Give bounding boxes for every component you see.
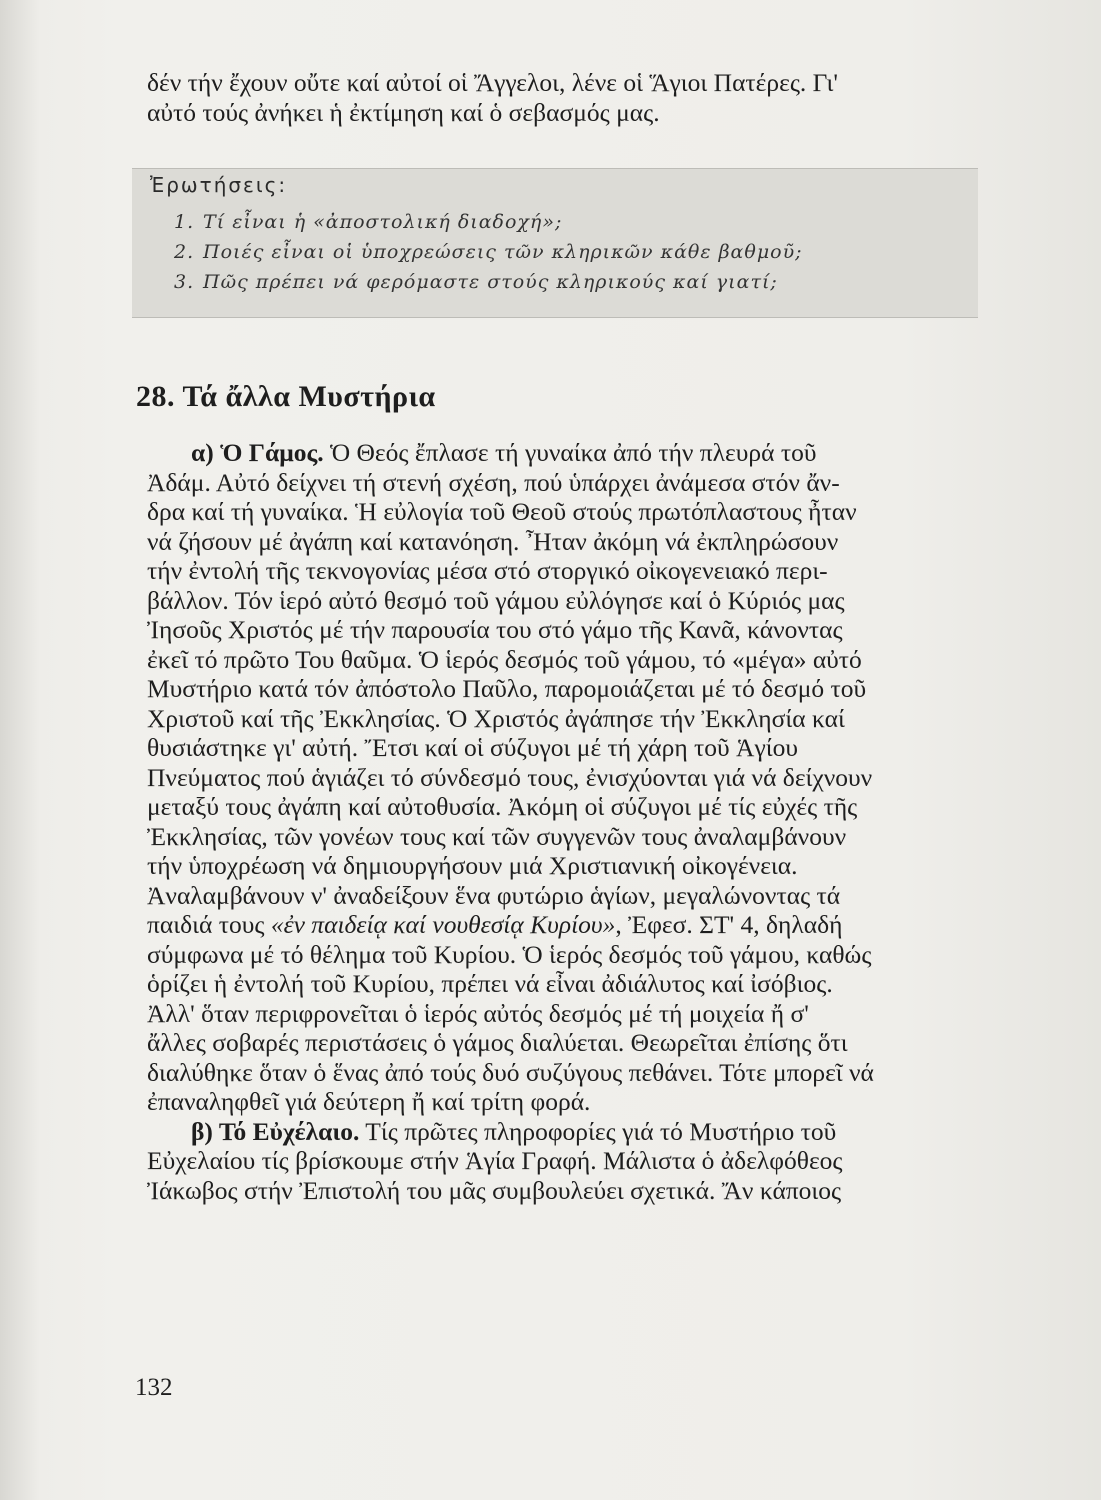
question-item	[174, 237, 803, 267]
text-line: Ἀναλαμβάνουν ν' ἀναδείξουν ἕνα φυτώριο ἁγίων, μεγαλώνοντας τά	[147, 880, 841, 910]
quote-prefix: παιδιά τους	[147, 910, 271, 939]
text-line: Ἰάκωβος στήν Ἐπιστολή του μᾶς συμβουλεύει σχετικά. Ἄν κάποιος	[147, 1175, 842, 1205]
text-line: διαλύθηκε ὅταν ὁ ἕνας ἀπό τούς δυό συζύγους πεθάνει. Τότε μπορεῖ νά	[147, 1057, 874, 1087]
paragraph-unction-first-line	[147, 1117, 977, 1147]
text-line: ἄλλες σοβαρές περιστάσεις ὁ γάμος διαλύεται. Θεωρεῖται ἐπίσης ὅτι	[147, 1028, 848, 1057]
text-line: ἐπαναληφθεῖ γιά δεύτερη ἤ καί τρίτη φορά.	[147, 1087, 591, 1116]
text-line: Πνεύματος πού ἁγιάζει τό σύνδεσμό τους, ἐνισχύονται γιά νά δείχνουν	[147, 762, 873, 792]
question-item	[174, 207, 803, 237]
text-line: Χριστοῦ καί τῆς Ἐκκλησίας. Ὁ Χριστός ἀγάπησε τήν Ἐκκλησία καί	[147, 703, 845, 733]
questions-list	[174, 207, 803, 297]
text-line: μεταξύ τους ἀγάπη καί αὐτοθυσία. Ἀκόμη οἱ σύζυγοι μέ τίς εὐχές τῆς	[147, 792, 858, 821]
questions-box	[132, 168, 978, 318]
text-line: Ἐκκλησίας, τῶν γονέων τους καί τῶν συγγενῶν τους ἀναλαμβάνουν	[147, 821, 847, 851]
intro-paragraph	[147, 68, 977, 127]
paragraph-marriage-first-line	[147, 438, 977, 468]
question-text: Ποιές εἶναι οἱ ὑποχρεώσεις τῶν κληρικῶν κάθε βαθμοῦ;	[203, 241, 803, 263]
unction-first-line-text: Τίς πρῶτες πληροφορίες γιά τό Μυστήριο τοῦ	[359, 1116, 837, 1146]
text-line: θυσιάστηκε γι' αὐτή. Ἔτσι καί οἱ σύζυγοι μέ τή χάρη τοῦ Ἁγίου	[147, 733, 798, 762]
section-body	[147, 438, 977, 1205]
intro-line: δέν τήν ἔχουν οὔτε καί αὐτοί οἱ Ἄγγελοι, λένε οἱ Ἅγιοι Πατέρες. Γι'	[147, 68, 838, 97]
text-line: νά ζήσουν μέ ἀγάπη καί κατανόηση. Ἦταν ἀκόμη νά ἐκπληρώσουν	[147, 526, 839, 556]
text-line: σύμφωνα μέ τό θέλημα τοῦ Κυρίου. Ὁ ἱερός δεσμός τοῦ γάμου, καθώς	[147, 939, 872, 969]
questions-heading: Ἐρωτήσεις:	[150, 173, 288, 197]
quote-reference: , Ἐφεσ. ΣΤ' 4, δηλαδή	[615, 910, 843, 939]
question-item	[174, 267, 803, 297]
text-line: Ἰησοῦς Χριστός μέ τήν παρουσία του στό γάμο τῆς Κανᾶ, κάνοντας	[147, 615, 843, 644]
section-title: 28. Τά ἄλλα Μυστήρια	[136, 380, 436, 413]
marriage-first-line-text: Ὁ Θεός ἔπλασε τή γυναίκα ἀπό τήν πλευρά τοῦ	[323, 438, 817, 467]
question-number: 3.	[174, 271, 195, 293]
question-text: Πῶς πρέπει νά φερόμαστε στούς κληρικούς καί γιατί;	[203, 271, 778, 293]
scripture-quote: «ἐν παιδείᾳ καί νουθεσίᾳ Κυρίου»	[270, 910, 616, 939]
text-line: τήν ὑποχρέωση νά δημιουργήσουν μιά Χριστιανική οἰκογένεια.	[147, 851, 798, 880]
text-line-with-quote	[147, 910, 977, 940]
text-line: ὁρίζει ἡ ἐντολή τοῦ Κυρίου, πρέπει νά εἶναι ἀδιάλυτος καί ἰσόβιος.	[147, 969, 833, 998]
text-line: τήν ἐντολή τῆς τεκνογονίας μέσα στό στοργικό οἰκογενειακό περι-	[147, 556, 828, 585]
text-line: Ἀλλ' ὅταν περιφρονεῖται ὁ ἱερός αὐτός δεσμός μέ τή μοιχεία ἤ σ'	[147, 998, 809, 1028]
text-line: Μυστήριο κατά τόν ἀπόστολο Παῦλο, παρομοιάζεται μέ τό δεσμό τοῦ	[147, 674, 867, 703]
marriage-heading: α) Ὁ Γάμος.	[191, 438, 324, 467]
question-number: 1.	[174, 211, 195, 233]
page-number: 132	[135, 1374, 173, 1401]
text-line: Εὐχελαίου τίς βρίσκουμε στήν Ἁγία Γραφή. Μάλιστα ὁ ἀδελφόθεος	[147, 1146, 843, 1175]
intro-line: αὐτό τούς ἀνήκει ἡ ἐκτίμηση καί ὁ σεβασμός μας.	[147, 97, 660, 127]
question-text: Τί εἶναι ἡ «ἀποστολική διαδοχή»;	[203, 211, 563, 233]
unction-heading: β) Τό Εὐχέλαιο.	[191, 1116, 360, 1146]
text-line: ἐκεῖ τό πρῶτο Του θαῦμα. Ὁ ἱερός δεσμός τοῦ γάμου, τό «μέγα» αὐτό	[147, 644, 862, 674]
text-line: βάλλον. Τόν ἱερό αὐτό θεσμό τοῦ γάμου εὐλόγησε καί ὁ Κύριός μας	[147, 585, 845, 615]
text-line: Ἀδάμ. Αὐτό δείχνει τή στενή σχέση, πού ὑπάρχει ἀνάμεσα στόν ἄν-	[147, 467, 840, 497]
text-line: δρα καί τή γυναίκα. Ἡ εὐλογία τοῦ Θεοῦ στούς πρωτόπλαστους ἦταν	[147, 497, 857, 526]
question-number: 2.	[174, 241, 195, 263]
